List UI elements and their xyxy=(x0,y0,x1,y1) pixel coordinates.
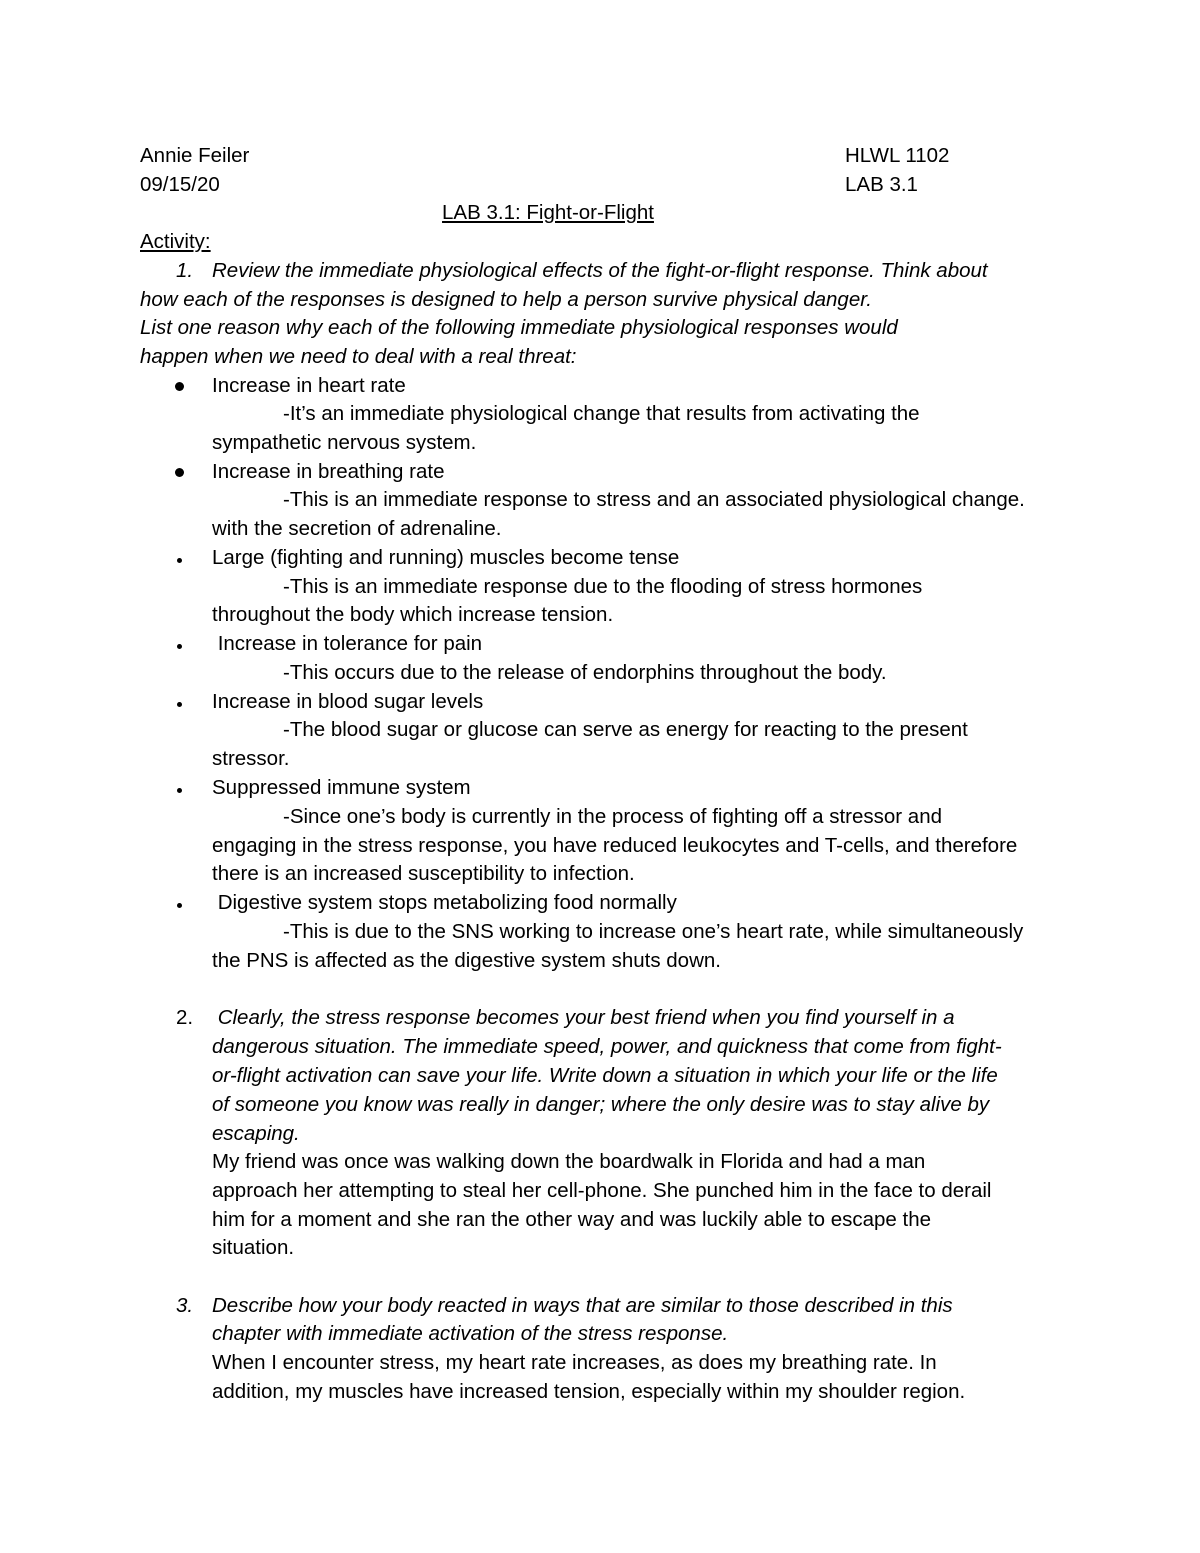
list-item-answer: sympathetic nervous system. xyxy=(212,431,477,454)
list-item-label: Increase in heart rate xyxy=(212,374,406,397)
list-item-answer: -The blood sugar or glucose can serve as energy for reacting to the present xyxy=(283,718,968,741)
student-name: Annie Feiler xyxy=(140,144,250,167)
list-item-answer: -Since one’s body is currently in the process of fighting off a stressor and xyxy=(283,805,943,828)
page-title: LAB 3.1: Fight-or-Flight xyxy=(442,201,654,224)
q1-prompt-line: List one reason why each of the following immediate physiological responses would xyxy=(140,316,898,339)
q3-prompt-line: Describe how your body reacted in ways that are similar to those described in this xyxy=(212,1294,953,1317)
q2-answer-line: situation. xyxy=(212,1236,295,1259)
q3-number: 3. xyxy=(176,1294,194,1317)
list-item-answer: with the secretion of adrenaline. xyxy=(212,517,502,540)
submission-date: 09/15/20 xyxy=(140,173,220,196)
bullet-icon xyxy=(177,702,182,707)
list-item-label: Digestive system stops metabolizing food normally xyxy=(212,891,677,914)
list-item-answer: -This occurs due to the release of endorphins throughout the body. xyxy=(283,661,887,684)
bullet-icon xyxy=(175,382,184,391)
list-item-label: Increase in tolerance for pain xyxy=(212,632,483,655)
bullet-icon xyxy=(177,788,182,793)
course-code: HLWL 1102 xyxy=(845,144,950,167)
list-item-answer: stressor. xyxy=(212,747,290,770)
list-item-answer: engaging in the stress response, you have reduced leukocytes and T-cells, and therefore xyxy=(212,834,1018,857)
list-item-answer: there is an increased susceptibility to infection. xyxy=(212,862,635,885)
q2-prompt-line: of someone you know was really in danger; where the only desire was to stay alive by xyxy=(212,1093,990,1116)
list-item-label: Increase in breathing rate xyxy=(212,460,445,483)
bullet-icon xyxy=(177,644,182,649)
list-item-answer: -This is an immediate response due to the flooding of stress hormones xyxy=(283,575,923,598)
list-item-label: Large (fighting and running) muscles become tense xyxy=(212,546,680,569)
bullet-icon xyxy=(177,903,182,908)
list-item-answer: -This is due to the SNS working to increase one’s heart rate, while simultaneously xyxy=(283,920,1024,943)
q3-answer-line: addition, my muscles have increased tension, especially within my shoulder region. xyxy=(212,1380,966,1403)
list-item-answer: -This is an immediate response to stress and an associated physiological change. xyxy=(283,488,1025,511)
bullet-icon xyxy=(175,468,184,477)
q1-number: 1. xyxy=(176,259,194,282)
q2-answer-line: My friend was once was walking down the boardwalk in Florida and had a man xyxy=(212,1150,926,1173)
lab-number: LAB 3.1 xyxy=(845,173,918,196)
list-item-answer: -It’s an immediate physiological change that results from activating the xyxy=(283,402,920,425)
q1-prompt-line: Review the immediate physiological effects of the fight-or-flight response. Think about xyxy=(212,259,988,282)
list-item-answer: throughout the body which increase tension. xyxy=(212,603,614,626)
list-item-label: Suppressed immune system xyxy=(212,776,471,799)
q1-prompt-line: how each of the responses is designed to help a person survive physical danger. xyxy=(140,288,872,311)
q2-answer-line: approach her attempting to steal her cell-phone. She punched him in the face to derail xyxy=(212,1179,992,1202)
q2-number: 2. xyxy=(176,1006,194,1029)
q2-prompt-line: or-flight activation can save your life. Write down a situation in which your life or the life xyxy=(212,1064,998,1087)
q3-answer-line: When I encounter stress, my heart rate increases, as does my breathing rate. In xyxy=(212,1351,937,1374)
q2-prompt-line: escaping. xyxy=(212,1122,300,1145)
list-item-answer: the PNS is affected as the digestive system shuts down. xyxy=(212,949,721,972)
q1-prompt-line: happen when we need to deal with a real threat: xyxy=(140,345,577,368)
q2-prompt-line: dangerous situation. The immediate speed, power, and quickness that come from fight- xyxy=(212,1035,1002,1058)
q2-prompt-line: Clearly, the stress response becomes your best friend when you find yourself in a xyxy=(212,1006,955,1029)
list-item-label: Increase in blood sugar levels xyxy=(212,690,484,713)
bullet-icon xyxy=(177,558,182,563)
q3-prompt-line: chapter with immediate activation of the stress response. xyxy=(212,1322,729,1345)
activity-label: Activity: xyxy=(140,230,211,253)
q2-answer-line: him for a moment and she ran the other way and was luckily able to escape the xyxy=(212,1208,932,1231)
